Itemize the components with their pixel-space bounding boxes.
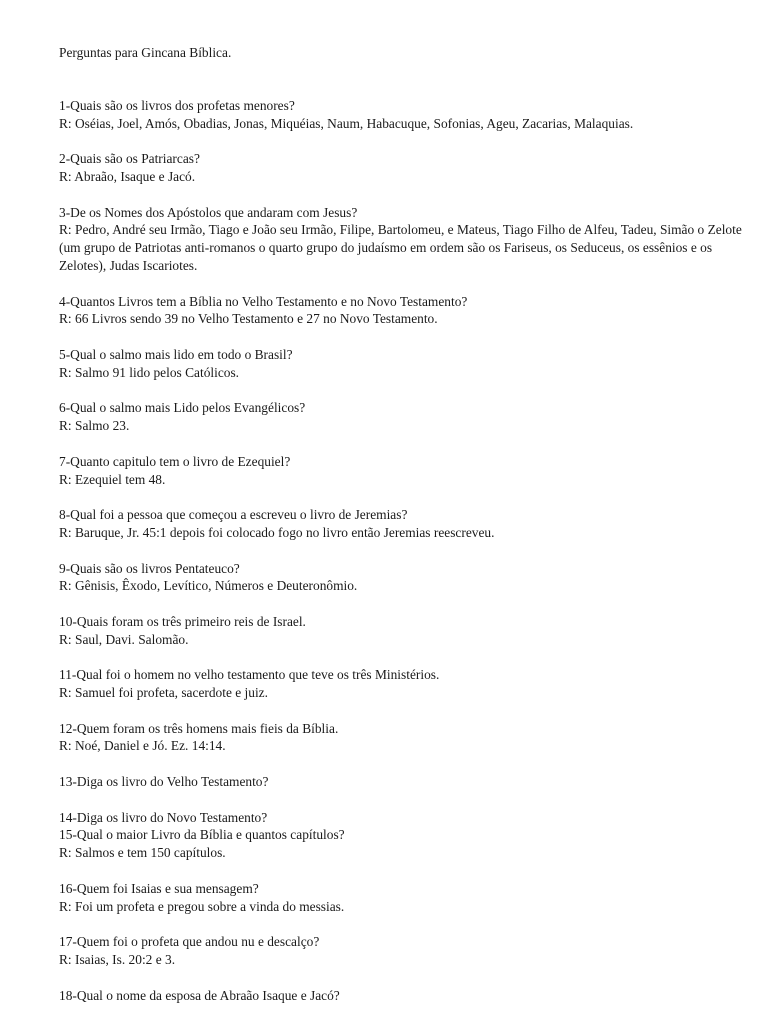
qa-item [59,880,749,916]
answer-text: R: Isaias, Is. 20:2 e 3. [59,952,176,968]
question-text: 16-Quem foi Isaias e sua mensagem? [59,880,259,896]
qa-item [59,453,749,489]
question-text: 10-Quais foram os três primeiro reis de Israel. [59,613,306,629]
qa-item [59,809,749,827]
question-text: 14-Diga os livro do Novo Testamento? [59,809,268,825]
question-text: 13-Diga os livro do Velho Testamento? [59,774,269,790]
qa-item [59,560,749,596]
question-text: 5-Qual o salmo mais lido em todo o Brasil? [59,346,293,362]
qa-item [59,987,749,1005]
qa-item [59,97,749,133]
question-text: 4-Quantos Livros tem a Bíblia no Velho Testamento e no Novo Testamento? [59,293,468,309]
question-text: 7-Quanto capitulo tem o livro de Ezequiel? [59,453,291,469]
document-page [59,44,749,1022]
question-text: 15-Qual o maior Livro da Bíblia e quantos capítulos? [59,827,345,843]
question-text: 3-De os Nomes dos Apóstolos que andaram com Jesus? [59,204,358,220]
answer-text: R: Ezequiel tem 48. [59,471,166,487]
answer-text: R: Salmo 23. [59,418,130,434]
answer-text: R: Abraão, Isaque e Jacó. [59,168,196,184]
document-title: Perguntas para Gincana Bíblica. [59,45,232,60]
question-text: 1-Quais são os livros dos profetas menores? [59,97,295,113]
answer-text: R: Baruque, Jr. 45:1 depois foi colocado fogo no livro então Jeremias reescreveu. [59,524,495,540]
answer-text: R: Salmos e tem 150 capítulos. [59,845,226,861]
question-text: 2-Quais são os Patriarcas? [59,151,200,167]
qa-item [59,346,749,382]
qa-item [59,506,749,542]
answer-text: R: Saul, Davi. Salomão. [59,631,189,647]
qa-item [59,399,749,435]
answer-text: R: Gênisis, Êxodo, Levítico, Números e Deuteronômio. [59,578,358,594]
qa-item [59,720,749,756]
question-text: 6-Qual o salmo mais Lido pelos Evangélicos? [59,400,306,416]
question-text: 12-Quem foram os três homens mais fieis da Bíblia. [59,720,339,736]
answer-text: R: Noé, Daniel e Jó. Ez. 14:14. [59,738,226,754]
question-text: 17-Quem foi o profeta que andou nu e descalço? [59,934,320,950]
qa-item [59,150,749,186]
answer-text: R: Samuel foi profeta, sacerdote e juiz. [59,685,268,701]
answer-text: R: Pedro, André seu Irmão, Tiago e João seu Irmão, Filipe, Bartolomeu, e Mateus, Tiago Filho de Alfeu, Tadeu, Simão o Zelote (um grupo de Patriotas anti-romanos o quarto grupo do judaísmo em ordem são os Fariseus, os Seduceus, os essênios e os Zelotes), Judas Iscariotes. [59,222,742,273]
question-text: 18-Qual o nome da esposa de Abraão Isaque e Jacó? [59,987,340,1003]
qa-item [59,666,749,702]
answer-text: R: 66 Livros sendo 39 no Velho Testamento e 27 no Novo Testamento. [59,311,438,327]
answer-text: R: Foi um profeta e pregou sobre a vinda do messias. [59,898,345,914]
qa-item [59,826,749,862]
qa-item [59,933,749,969]
qa-item [59,613,749,649]
question-text: 9-Quais são os livros Pentateuco? [59,560,240,576]
qa-item [59,293,749,329]
answer-text: R: Oséias, Joel, Amós, Obadias, Jonas, Miquéias, Naum, Habacuque, Sofonias, Ageu, Zacarias, Malaquias. [59,115,634,131]
qa-item [59,773,749,791]
answer-text: R: Salmo 91 lido pelos Católicos. [59,364,240,380]
question-text: 11-Qual foi o homem no velho testamento que teve os três Ministérios. [59,667,440,683]
question-text: 8-Qual foi a pessoa que começou a escreveu o livro de Jeremias? [59,507,408,523]
qa-item [59,204,749,275]
